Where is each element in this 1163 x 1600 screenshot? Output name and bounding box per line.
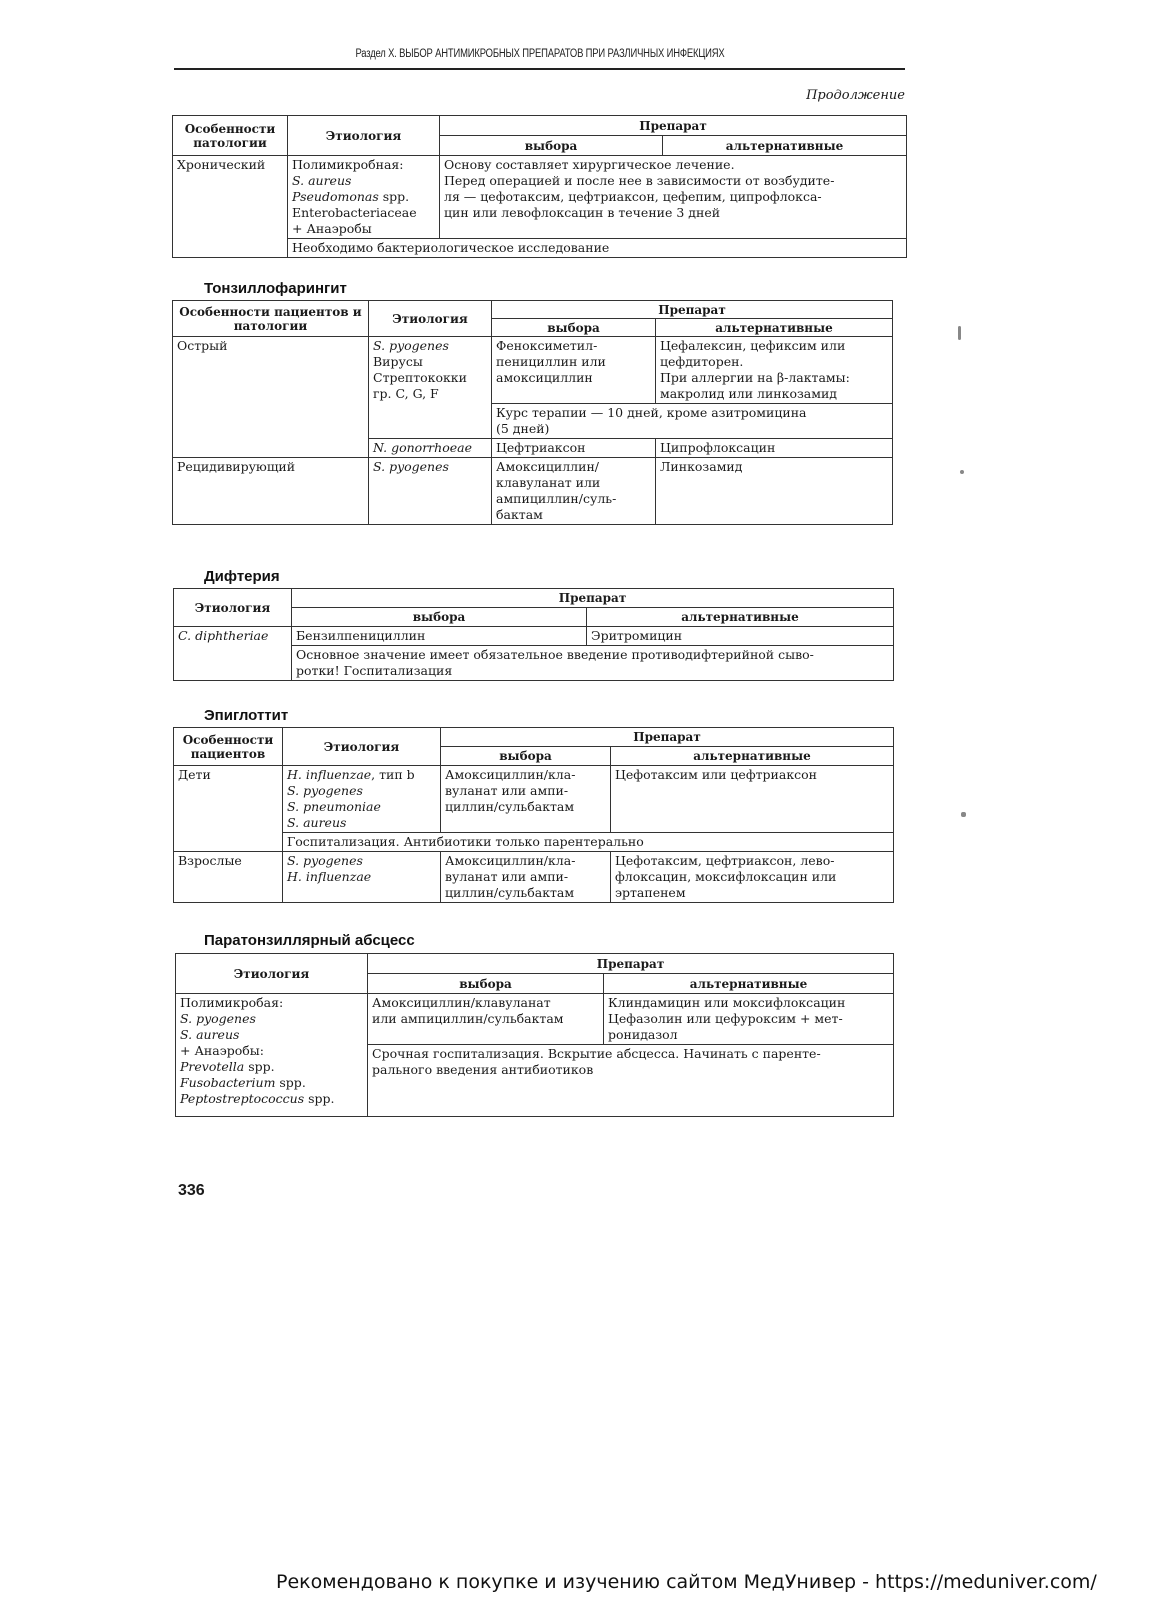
cell-feature: Взрослые xyxy=(174,852,283,903)
header-etiology: Этиология xyxy=(174,589,292,627)
continuation-label: Продолжение xyxy=(806,88,905,103)
header-alternative: альтернативные xyxy=(663,136,907,156)
header-etiology: Этиология xyxy=(369,301,492,337)
scan-artifact xyxy=(961,812,966,817)
cell-etiology: C. diphtheriae xyxy=(174,627,292,681)
cell-alternative: Линкозамид xyxy=(656,458,893,525)
etiology-list: S. pyogenes S. pneumoniae S. aureus xyxy=(287,783,381,830)
cell-etiology: S. pyogenes xyxy=(369,458,492,525)
header-alternative: альтернативные xyxy=(604,974,894,994)
section-title: Тонзиллофарингит xyxy=(204,280,347,297)
cell-alternative: Цефотаксим, цефтриаксон, лево- флоксацин, моксифлоксацин или эртапенем xyxy=(611,852,894,903)
header-drug: Препарат xyxy=(368,954,894,974)
section-title: Эпиглоттит xyxy=(204,707,289,724)
organism-suffix: spp. xyxy=(275,1075,306,1090)
etiology-item: S. pyogenes xyxy=(180,1011,256,1026)
etiology-item: + Анаэробы xyxy=(292,221,372,236)
etiology-item xyxy=(180,1075,363,1091)
etiology-lead: Полимикробная: xyxy=(292,157,404,172)
header-rule xyxy=(174,68,905,70)
header-features: Особенности патологии xyxy=(173,116,288,156)
cell-treatment: Основу составляет хирургическое лечение. Перед операцией и после нее в зависимости от возбудите- ля — цефотаксим, цефтриаксон, цефепим, ципрофлокса- цин или левофлоксацин в течение 3 дней xyxy=(440,156,907,239)
organism-suffix: spp. xyxy=(304,1091,335,1106)
organism-name: H. influenzae xyxy=(287,767,372,782)
cell-etiology xyxy=(283,766,441,833)
header-alternative: альтернативные xyxy=(611,747,894,766)
cell-feature: Хронический xyxy=(173,156,288,258)
header-features: Особенности пациентов и патологии xyxy=(173,301,369,337)
cell-feature: Острый xyxy=(173,337,369,458)
header-alternative: альтернативные xyxy=(656,319,893,337)
epiglottitis-table xyxy=(173,727,894,903)
cell-etiology: S. pyogenes H. influenzae xyxy=(283,852,441,903)
cell-note: Госпитализация. Антибиотики только парентерально xyxy=(283,833,894,852)
cell-choice: Бензилпенициллин xyxy=(292,627,587,646)
etiology-item: + Анаэробы: xyxy=(180,1043,264,1058)
cell-etiology xyxy=(288,156,440,239)
section-title: Паратонзиллярный абсцесс xyxy=(204,932,415,949)
cell-etiology xyxy=(369,337,492,439)
etiology-lead: Полимикробая: xyxy=(180,995,284,1010)
cell-note: Срочная госпитализация. Вскрытие абсцесса. Начинать с паренте- рального введения антибиотиков xyxy=(368,1045,894,1117)
header-drug: Препарат xyxy=(441,728,894,747)
cell-feature: Дети xyxy=(174,766,283,852)
header-choice: выбора xyxy=(440,136,663,156)
header-alternative: альтернативные xyxy=(587,608,894,627)
header-choice: выбора xyxy=(441,747,611,766)
cell-alternative: Ципрофлоксацин xyxy=(656,439,893,458)
page-number: 336 xyxy=(178,1182,205,1199)
peritonsillar-abscess-table xyxy=(175,953,894,1117)
header-etiology: Этиология xyxy=(176,954,368,994)
organism-suffix: , тип b xyxy=(371,767,415,782)
header-choice: выбора xyxy=(492,319,656,337)
header-etiology: Этиология xyxy=(288,116,440,156)
etiology-item: S. aureus xyxy=(180,1027,240,1042)
header-drug: Препарат xyxy=(292,589,894,608)
footer-recommendation: Рекомендовано к покупке и изучению сайтом МедУнивер - https://meduniver.com/ xyxy=(276,1571,1097,1593)
section-title: Дифтерия xyxy=(204,568,280,585)
diphtheria-table xyxy=(173,588,894,681)
header-features: Особенности пациентов xyxy=(174,728,283,766)
organism-name: Fusobacterium xyxy=(180,1075,276,1090)
header-etiology: Этиология xyxy=(283,728,441,766)
cell-alternative: Эритромицин xyxy=(587,627,894,646)
header-choice: выбора xyxy=(292,608,587,627)
cell-etiology: N. gonorrhoeae xyxy=(369,439,492,458)
cell-choice: Амоксициллин/ клавуланат или ампициллин/суль- бактам xyxy=(492,458,656,525)
organism-name: Pseudomonas xyxy=(292,189,379,204)
scan-artifact xyxy=(960,470,964,474)
organism-suffix: spp. xyxy=(378,189,410,204)
cell-alternative: Цефотаксим или цефтриаксон xyxy=(611,766,894,833)
cell-choice: Амоксициллин/клавуланат или ампициллин/сульбактам xyxy=(368,994,604,1045)
header-drug: Препарат xyxy=(492,301,893,319)
cell-choice: Цефтриаксон xyxy=(492,439,656,458)
chronic-table xyxy=(172,115,907,258)
organism-name: S. pyogenes xyxy=(373,338,449,353)
scan-artifact xyxy=(958,326,961,340)
header-choice: выбора xyxy=(368,974,604,994)
cell-alternative: Клиндамицин или моксифлоксацин Цефазолин или цефуроксим + мет- ронидазол xyxy=(604,994,894,1045)
etiology-item: Enterobacteriaceae xyxy=(292,205,417,220)
organism-name: Prevotella xyxy=(180,1059,245,1074)
etiology-item xyxy=(292,189,435,205)
etiology-item: S. aureus xyxy=(292,173,352,188)
running-head: Раздел X. ВЫБОР АНТИМИКРОБНЫХ ПРЕПАРАТОВ ПРИ РАЗЛИЧНЫХ ИНФЕКЦИЯХ xyxy=(355,48,725,60)
cell-choice: Феноксиметил- пенициллин или амоксициллин xyxy=(492,337,656,404)
cell-etiology xyxy=(176,994,368,1117)
header-drug: Препарат xyxy=(440,116,907,136)
cell-note: Курс терапии — 10 дней, кроме азитромицина (5 дней) xyxy=(492,404,893,439)
etiology-item xyxy=(287,767,436,783)
organism-suffix: spp. xyxy=(244,1059,275,1074)
cell-choice: Амоксициллин/кла- вуланат или ампи- циллин/сульбактам xyxy=(441,852,611,903)
cell-note: Необходимо бактериологическое исследование xyxy=(288,239,907,258)
etiology-list: Вирусы Стрептококки гр. C, G, F xyxy=(373,354,467,401)
etiology-item xyxy=(180,1091,363,1107)
organism-name: Peptostreptococcus xyxy=(180,1091,305,1106)
cell-choice: Амоксициллин/кла- вуланат или ампи- циллин/сульбактам xyxy=(441,766,611,833)
cell-feature: Рецидивирующий xyxy=(173,458,369,525)
etiology-item xyxy=(180,1059,363,1075)
cell-note: Основное значение имеет обязательное введение противодифтерийной сыво- ротки! Госпитализация xyxy=(292,646,894,681)
tonsillopharyngitis-table xyxy=(172,300,893,525)
cell-alternative: Цефалексин, цефиксим или цефдиторен. При аллергии на β-лактамы: макролид или линкозамид xyxy=(656,337,893,404)
